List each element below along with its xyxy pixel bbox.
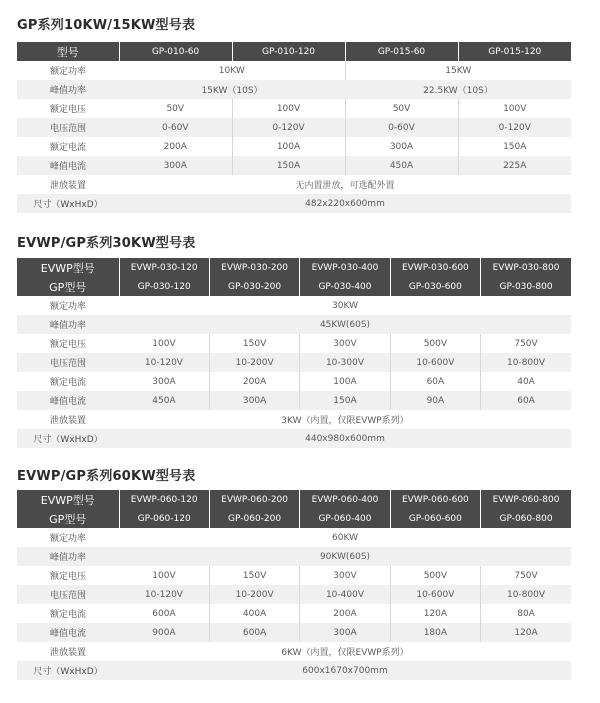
- row-label: 额定电流: [17, 137, 119, 156]
- table1: [17, 42, 571, 213]
- row-label: 额定功率: [17, 296, 119, 315]
- table-row: [17, 353, 571, 372]
- row-label: 峰值功率: [17, 547, 119, 566]
- header-cell: GP-030-120: [119, 277, 209, 296]
- header-cell: GP型号: [17, 277, 119, 296]
- table-row: [17, 296, 571, 315]
- header-cell: GP-030-600: [390, 277, 480, 296]
- header-cell: EVWP-060-600: [390, 490, 480, 509]
- cell: 10-600V: [390, 585, 480, 604]
- cell: 300A: [119, 156, 232, 175]
- cell: 10-120V: [119, 353, 209, 372]
- table-row: [17, 642, 571, 661]
- header-cell: EVWP-060-200: [209, 490, 299, 509]
- cell: 3KW（内置，仅限EVWP系列）: [119, 410, 571, 429]
- table-row: [17, 509, 571, 528]
- row-label: 峰值功率: [17, 315, 119, 334]
- header-cell: GP-030-400: [300, 277, 390, 296]
- cell: 750V: [481, 566, 571, 585]
- cell: 150V: [209, 566, 299, 585]
- row-label: 额定电流: [17, 372, 119, 391]
- cell: 10-400V: [300, 585, 390, 604]
- header-cell: EVWP-060-400: [300, 490, 390, 509]
- cell: 200A: [119, 137, 232, 156]
- cell: 15KW: [345, 61, 571, 80]
- row-label: 额定功率: [17, 528, 119, 547]
- cell: 22.5KW（10S）: [345, 80, 571, 99]
- header-cell: GP-060-400: [300, 509, 390, 528]
- cell: 900A: [119, 623, 209, 642]
- table-row: [17, 391, 571, 410]
- cell: 无内置泄放，可选配外置: [119, 175, 571, 194]
- header-cell: EVWP型号: [17, 258, 119, 277]
- header-cell: GP-030-200: [209, 277, 299, 296]
- cell: 45KW(60S): [119, 315, 571, 334]
- cell: 10-200V: [209, 353, 299, 372]
- header-cell: GP-060-120: [119, 509, 209, 528]
- cell: 10-800V: [481, 585, 571, 604]
- cell: 30KW: [119, 296, 571, 315]
- cell: 150A: [458, 137, 571, 156]
- cell: 150V: [209, 334, 299, 353]
- header-cell: GP-010-60: [119, 42, 232, 61]
- cell: 100V: [232, 99, 345, 118]
- cell: 300V: [300, 334, 390, 353]
- cell: 10-600V: [390, 353, 480, 372]
- header-cell: GP型号: [17, 509, 119, 528]
- cell: 6KW（内置，仅限EVWP系列）: [119, 642, 571, 661]
- cell: 750V: [481, 334, 571, 353]
- row-label: 峰值电流: [17, 391, 119, 410]
- cell: 500V: [390, 334, 480, 353]
- table3-title: EVWP/GP系列60KW型号表: [17, 469, 196, 484]
- cell: 100V: [119, 566, 209, 585]
- table-row: [17, 156, 571, 175]
- cell: 300A: [300, 623, 390, 642]
- cell: 0-120V: [232, 118, 345, 137]
- cell: 90KW(60S): [119, 547, 571, 566]
- row-label: 尺寸（WxHxD）: [17, 661, 119, 680]
- table-row: [17, 623, 571, 642]
- header-cell: 型号: [17, 42, 119, 61]
- cell: 80A: [481, 604, 571, 623]
- table2: [17, 258, 571, 448]
- cell: 10-300V: [300, 353, 390, 372]
- row-label: 电压范围: [17, 585, 119, 604]
- table-row: [17, 490, 571, 509]
- header-cell: EVWP型号: [17, 490, 119, 509]
- table-row: [17, 661, 571, 680]
- table-row: [17, 80, 571, 99]
- cell: 600A: [209, 623, 299, 642]
- table-row: [17, 585, 571, 604]
- header-cell: GP-015-60: [345, 42, 458, 61]
- table1-title: GP系列10KW/15KW型号表: [17, 18, 196, 33]
- cell: 180A: [390, 623, 480, 642]
- cell: 60A: [481, 391, 571, 410]
- cell: 90A: [390, 391, 480, 410]
- cell: 300A: [119, 372, 209, 391]
- cell: 120A: [481, 623, 571, 642]
- cell: 10KW: [119, 61, 345, 80]
- table2-title: EVWP/GP系列30KW型号表: [17, 236, 196, 251]
- row-label: 泄放装置: [17, 642, 119, 661]
- header-cell: GP-060-800: [481, 509, 571, 528]
- row-label: 泄放装置: [17, 175, 119, 194]
- cell: 100A: [300, 372, 390, 391]
- table-row: [17, 604, 571, 623]
- header-cell: GP-015-120: [458, 42, 571, 61]
- cell: 50V: [119, 99, 232, 118]
- table3: [17, 490, 571, 680]
- cell: 300A: [209, 391, 299, 410]
- table-row: [17, 372, 571, 391]
- header-cell: GP-030-800: [481, 277, 571, 296]
- table-row: [17, 42, 571, 61]
- header-cell: GP-060-200: [209, 509, 299, 528]
- table-row: [17, 334, 571, 353]
- header-cell: EVWP-030-200: [209, 258, 299, 277]
- cell: 60KW: [119, 528, 571, 547]
- cell: 600A: [119, 604, 209, 623]
- cell: 10-800V: [481, 353, 571, 372]
- table-row: [17, 410, 571, 429]
- row-label: 额定电流: [17, 604, 119, 623]
- row-label: 电压范围: [17, 118, 119, 137]
- cell: 0-60V: [119, 118, 232, 137]
- cell: 482x220x600mm: [119, 194, 571, 213]
- table-row: [17, 429, 571, 448]
- cell: 600x1670x700mm: [119, 661, 571, 680]
- header-cell: EVWP-060-800: [481, 490, 571, 509]
- table-row: [17, 99, 571, 118]
- cell: 200A: [209, 372, 299, 391]
- cell: 225A: [458, 156, 571, 175]
- header-cell: GP-060-600: [390, 509, 480, 528]
- row-label: 额定电压: [17, 99, 119, 118]
- table-row: [17, 175, 571, 194]
- row-label: 峰值功率: [17, 80, 119, 99]
- header-cell: EVWP-030-400: [300, 258, 390, 277]
- table-row: [17, 118, 571, 137]
- cell: 450A: [345, 156, 458, 175]
- row-label: 电压范围: [17, 353, 119, 372]
- header-cell: EVWP-030-600: [390, 258, 480, 277]
- header-cell: GP-010-120: [232, 42, 345, 61]
- cell: 100V: [119, 334, 209, 353]
- cell: 50V: [345, 99, 458, 118]
- table-row: [17, 315, 571, 334]
- cell: 150A: [300, 391, 390, 410]
- cell: 10-120V: [119, 585, 209, 604]
- cell: 10-200V: [209, 585, 299, 604]
- table-row: [17, 137, 571, 156]
- cell: 500V: [390, 566, 480, 585]
- row-label: 额定电压: [17, 334, 119, 353]
- table-row: [17, 61, 571, 80]
- cell: 60A: [390, 372, 480, 391]
- table-row: [17, 258, 571, 277]
- cell: 120A: [390, 604, 480, 623]
- row-label: 额定电压: [17, 566, 119, 585]
- row-label: 峰值电流: [17, 623, 119, 642]
- cell: 150A: [232, 156, 345, 175]
- cell: 0-60V: [345, 118, 458, 137]
- table-row: [17, 194, 571, 213]
- table-row: [17, 528, 571, 547]
- cell: 200A: [300, 604, 390, 623]
- header-cell: EVWP-060-120: [119, 490, 209, 509]
- header-cell: EVWP-030-120: [119, 258, 209, 277]
- cell: 100A: [232, 137, 345, 156]
- cell: 300A: [345, 137, 458, 156]
- cell: 450A: [119, 391, 209, 410]
- cell: 0-120V: [458, 118, 571, 137]
- cell: 15KW（10S）: [119, 80, 345, 99]
- cell: 40A: [481, 372, 571, 391]
- row-label: 峰值电流: [17, 156, 119, 175]
- cell: 400A: [209, 604, 299, 623]
- row-label: 尺寸（WxHxD）: [17, 194, 119, 213]
- cell: 100V: [458, 99, 571, 118]
- header-cell: EVWP-030-800: [481, 258, 571, 277]
- row-label: 泄放装置: [17, 410, 119, 429]
- row-label: 尺寸（WxHxD）: [17, 429, 119, 448]
- table-row: [17, 547, 571, 566]
- cell: 300V: [300, 566, 390, 585]
- table-row: [17, 277, 571, 296]
- cell: 440x980x600mm: [119, 429, 571, 448]
- table-row: [17, 566, 571, 585]
- row-label: 额定功率: [17, 61, 119, 80]
